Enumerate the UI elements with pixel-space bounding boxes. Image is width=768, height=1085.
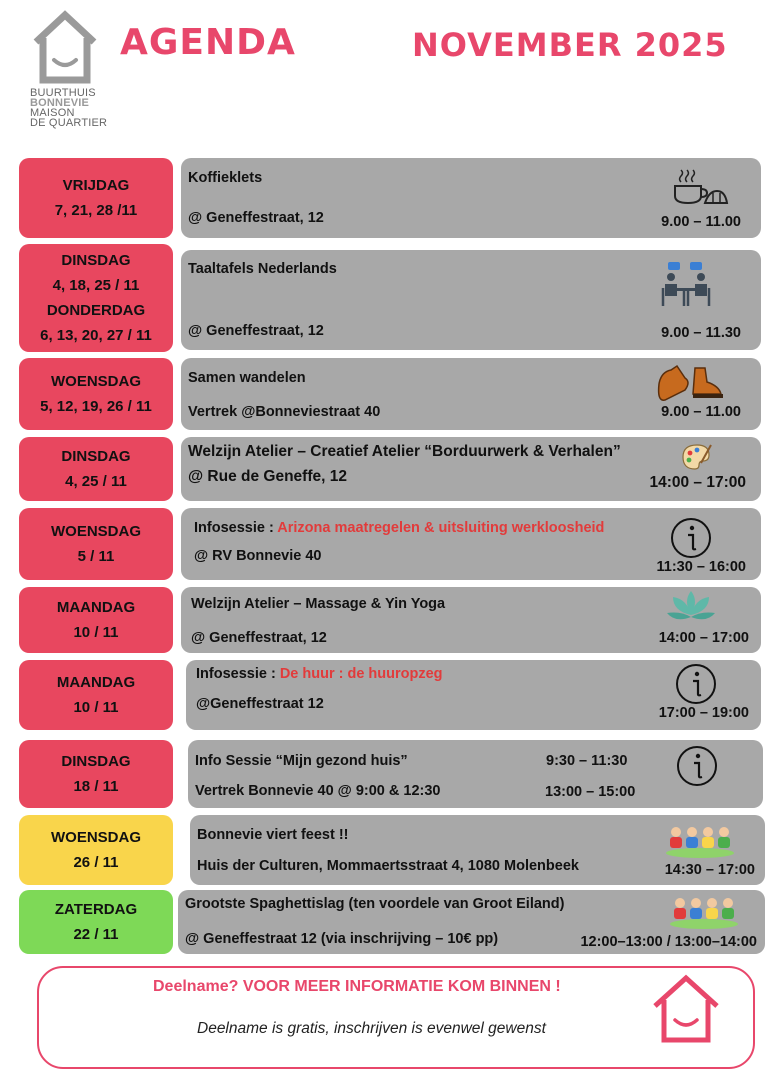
lotus-icon: [663, 587, 719, 625]
logo: [30, 10, 120, 128]
house-logo-icon: [30, 10, 100, 84]
day-box: [19, 158, 173, 238]
day-dates: 4, 18, 25 / 11: [52, 277, 140, 294]
day-label: DINSDAG: [61, 753, 131, 770]
event-name: Welzijn Atelier – Creatief Atelier “Borduurwerk & Verhalen”: [188, 443, 621, 460]
info-icon: [669, 516, 713, 560]
event-place: @ Geneffestraat, 12: [188, 323, 324, 339]
party-people-icon: [668, 894, 740, 930]
day-label: ZATERDAG: [54, 901, 138, 918]
day-box: [19, 244, 173, 352]
logo-line1: BUURTHUIS: [30, 87, 96, 99]
day-dates: 10 / 11: [73, 699, 119, 716]
event-card: [181, 358, 761, 430]
page-title: AGENDA: [120, 22, 296, 63]
day-label: MAANDAG: [56, 599, 136, 616]
event-card: [181, 587, 761, 653]
day-box: [19, 740, 173, 808]
day-box: [19, 437, 173, 501]
event-card: [181, 437, 761, 501]
event-card: [190, 815, 765, 885]
day-label: DINSDAG: [61, 448, 131, 465]
party-people-icon: [664, 823, 736, 859]
day-box: [19, 358, 173, 430]
info-icon: [674, 662, 718, 706]
event-name: Bonnevie viert feest !!: [197, 827, 349, 843]
event-time: 9.00 – 11.30: [661, 325, 741, 341]
event-name: Welzijn Atelier – Massage & Yin Yoga: [191, 596, 446, 612]
event-card: [181, 250, 761, 350]
day-box: [19, 508, 173, 580]
day-label: DINSDAG: [61, 252, 131, 269]
day-dates: 22 / 11: [73, 926, 119, 943]
event-card: [181, 158, 761, 238]
footer-headline: Deelname? VOOR MEER INFORMATIE KOM BINNEN !: [153, 978, 561, 995]
day-label: MAANDAG: [56, 674, 136, 691]
event-time: 17:00 – 19:00: [658, 705, 749, 721]
month-title: NOVEMBER 2025: [412, 26, 728, 64]
event-time: 11:30 – 16:00: [656, 559, 746, 575]
event-place: @ Geneffestraat, 12: [191, 630, 327, 646]
event-time: 14:30 – 17:00: [664, 862, 755, 878]
event-time-2: 13:00 – 15:00: [545, 784, 636, 800]
event-name: Info Sessie “Mijn gezond huis”: [195, 753, 408, 769]
day-dates: 4, 25 / 11: [65, 473, 127, 490]
day-dates: 18 / 11: [73, 778, 119, 795]
event-name-highlight: De huur : de huuropzeg: [279, 666, 443, 682]
day-label: WOENSDAG: [51, 523, 141, 540]
day-dates: 26 / 11: [73, 854, 119, 871]
event-card: [186, 660, 761, 730]
day-dates: 5, 12, 19, 26 / 11: [40, 398, 152, 415]
event-place: Huis der Culturen, Mommaertsstraat 4, 1080 Molenbeek: [197, 858, 579, 874]
day-label: WOENSDAG: [51, 829, 141, 846]
event-name: Koffieklets: [188, 170, 263, 186]
event-name: [196, 666, 443, 682]
palette-icon: [679, 441, 713, 471]
day-label-2: DONDERDAG: [46, 302, 146, 319]
footer-box: [37, 966, 755, 1069]
day-dates-2: 6, 13, 20, 27 / 11: [40, 327, 152, 344]
event-name: Samen wandelen: [188, 370, 306, 386]
conversation-icon: [657, 260, 715, 310]
event-card: [188, 740, 763, 808]
event-place: Vertrek Bonnevie 40 @ 9:00 & 12:30: [195, 783, 441, 799]
hiking-boots-icon: [655, 362, 725, 402]
day-label: VRIJDAG: [62, 177, 130, 194]
logo-line2: BONNEVIE: [30, 97, 90, 109]
event-time: 14:00 – 17:00: [649, 474, 746, 491]
event-time: 14:00 – 17:00: [658, 630, 749, 646]
event-time: 9.00 – 11.00: [661, 404, 741, 420]
day-box: [19, 587, 173, 653]
event-name: Taaltafels Nederlands: [188, 261, 337, 277]
day-dates: 7, 21, 28 /11: [54, 202, 138, 219]
event-time: 12:00–13:00 / 13:00–14:00: [580, 934, 757, 950]
coffee-croissant-icon: [669, 166, 729, 206]
day-dates: 10 / 11: [73, 624, 119, 641]
event-name-highlight: Arizona maatregelen & uitsluiting werkloosheid: [277, 520, 605, 536]
house-smile-icon: [651, 974, 721, 1044]
event-card: [178, 890, 765, 954]
event-place: @ Geneffestraat, 12: [188, 210, 324, 226]
event-place: @Geneffestraat 12: [196, 696, 324, 712]
day-box: [19, 660, 173, 730]
day-box: [19, 815, 173, 885]
day-label: WOENSDAG: [51, 373, 141, 390]
event-time: 9.00 – 11.00: [661, 214, 741, 230]
event-place: @ Geneffestraat 12 (via inschrijving – 10€ pp): [185, 931, 499, 947]
event-place: @ RV Bonnevie 40: [194, 548, 322, 564]
logo-line4: DE QUARTIER: [30, 117, 108, 129]
event-name-prefix: Infosessie :: [194, 520, 278, 536]
day-box: [19, 890, 173, 954]
event-place: Vertrek @Bonneviestraat 40: [188, 404, 381, 420]
event-time-1: 9:30 – 11:30: [546, 753, 628, 769]
event-card: [181, 508, 761, 580]
info-icon: [675, 744, 719, 788]
logo-line3: MAISON: [30, 107, 75, 119]
event-name-prefix: Infosessie :: [196, 666, 280, 682]
day-dates: 5 / 11: [77, 548, 115, 565]
event-name: Grootste Spaghettislag (ten voordele van Groot Eiland): [185, 896, 565, 912]
event-place: @ Rue de Geneffe, 12: [188, 468, 347, 485]
event-name: [194, 520, 604, 536]
footer-note: Deelname is gratis, inschrijven is evenwel gewenst: [197, 1020, 546, 1037]
